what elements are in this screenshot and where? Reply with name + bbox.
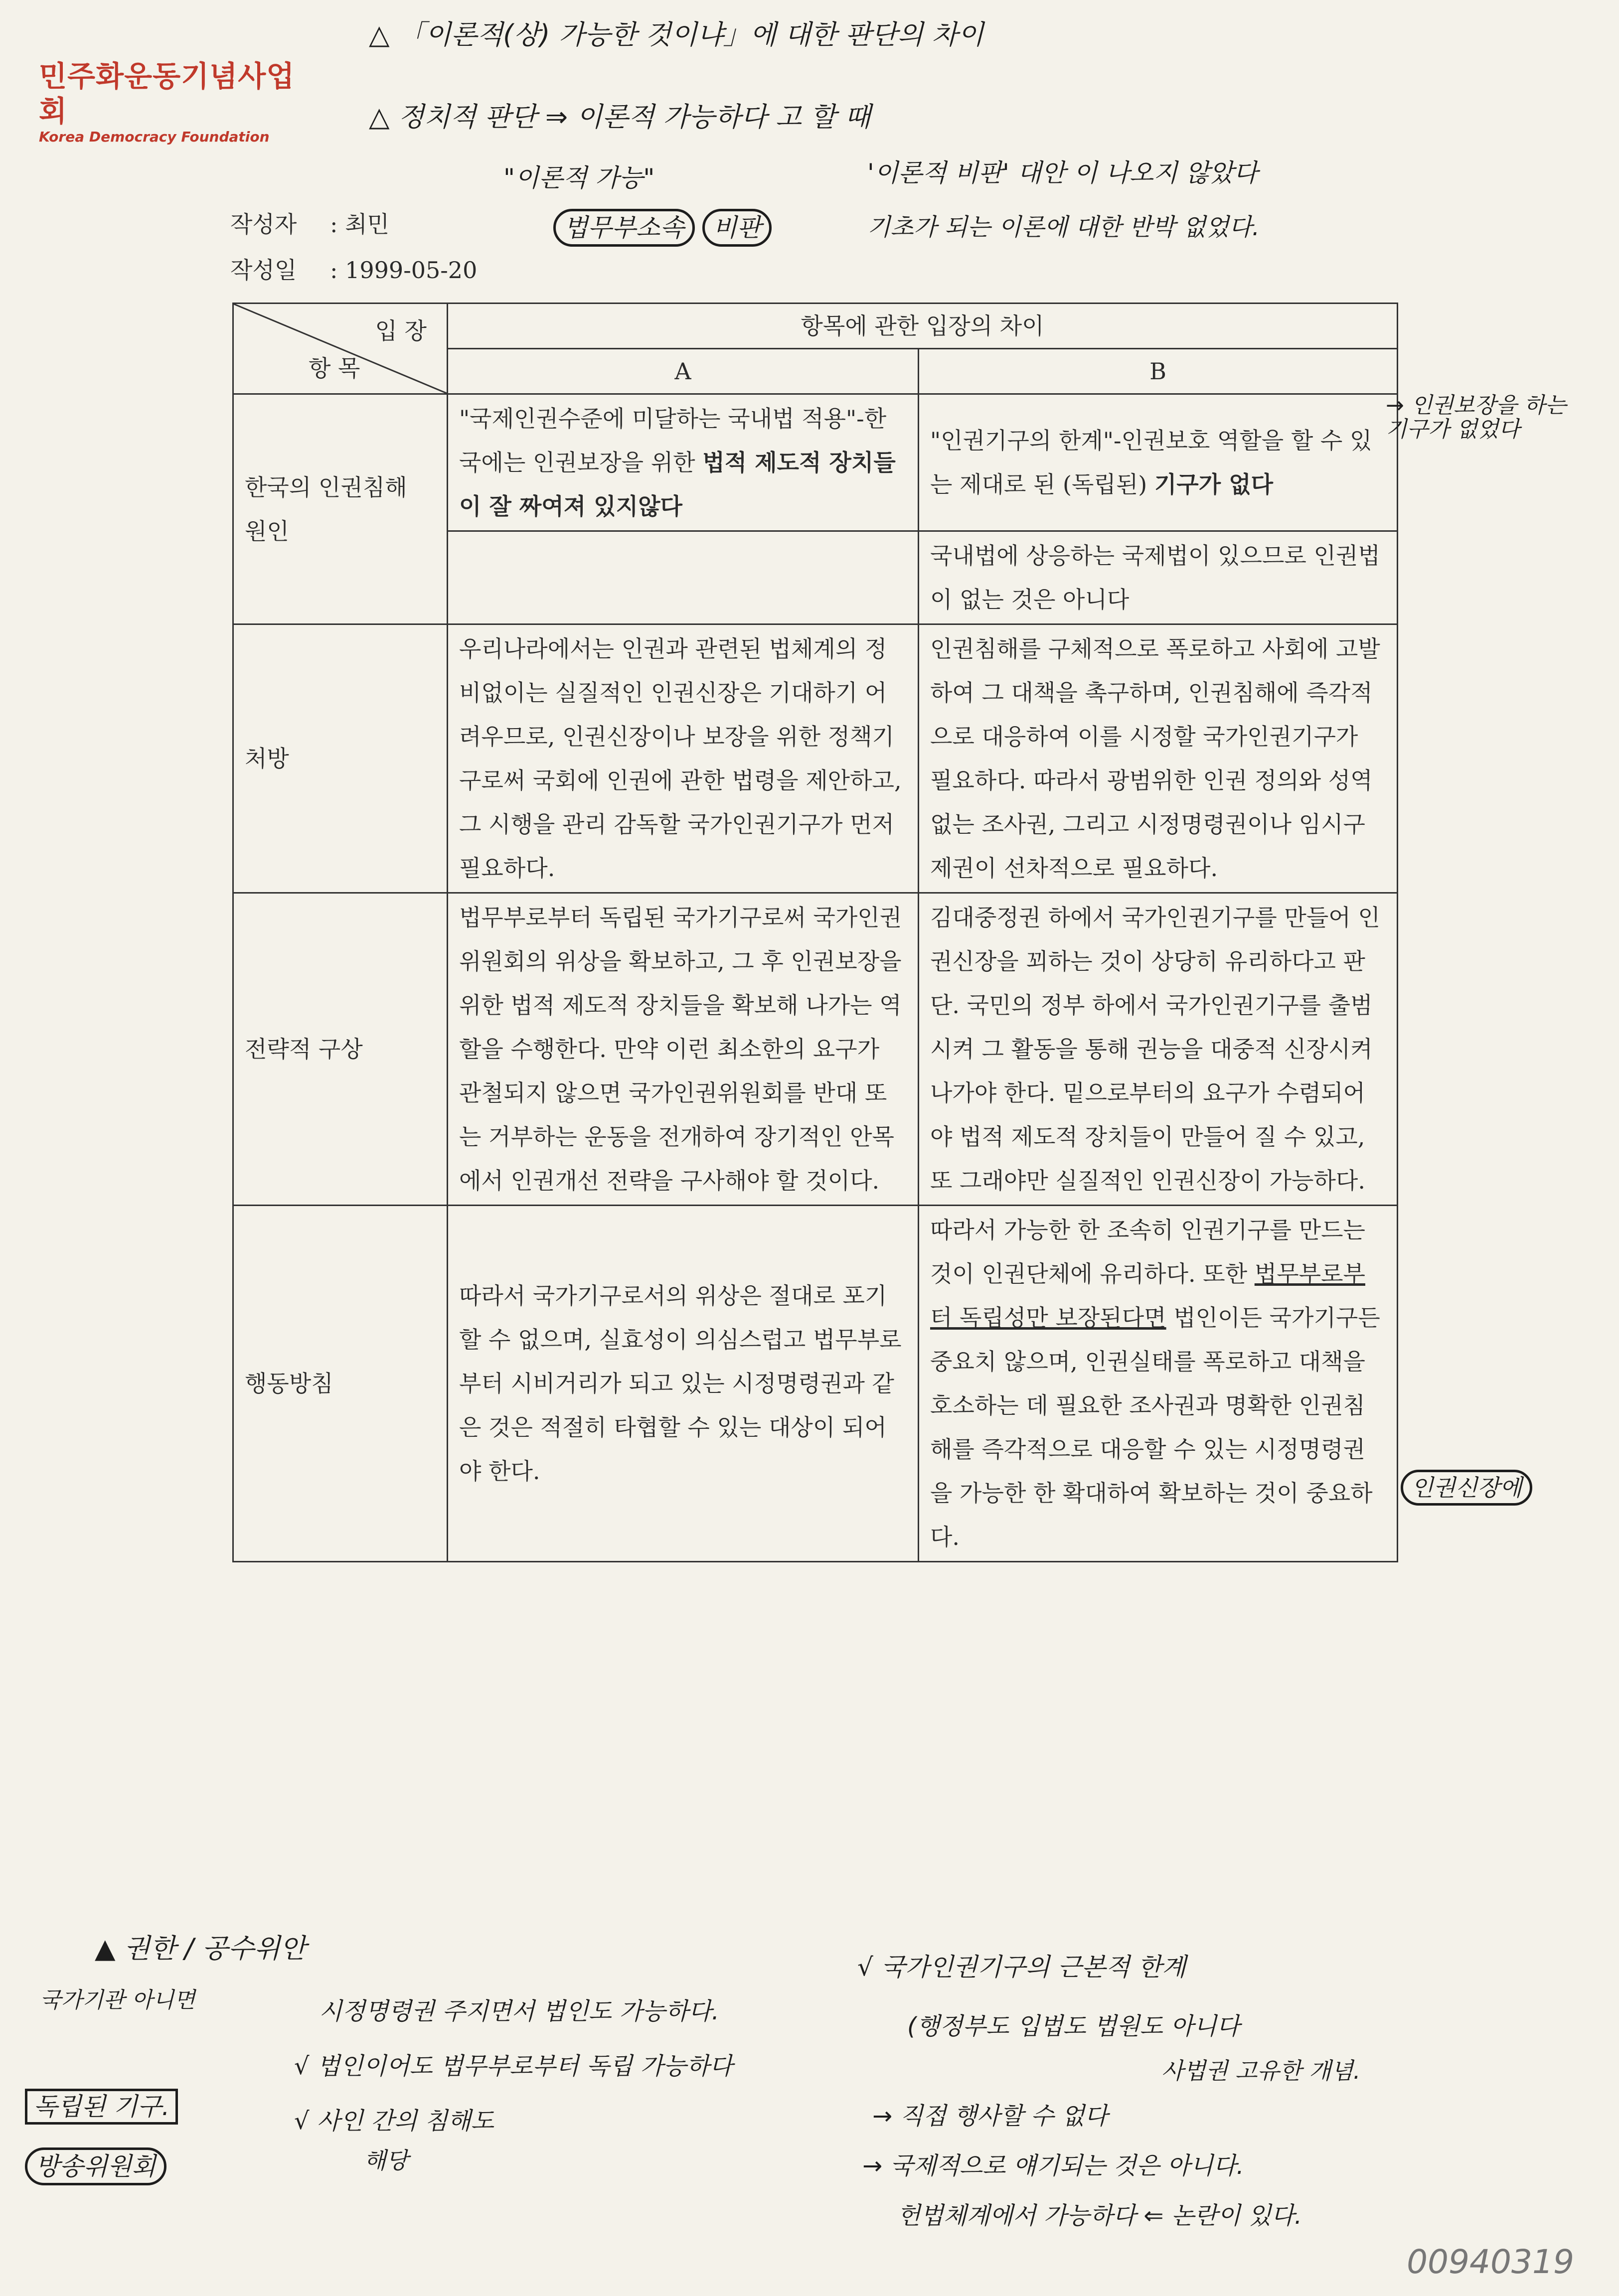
cell-b-action — [919, 1206, 1398, 1562]
note-bottom-l6: 해당 — [364, 2147, 408, 2174]
margin-note-right-1: → 인권보장을 하는 기구가 없었다 — [1386, 393, 1567, 443]
cell-b-cause-bold: 기구가 없다 — [1154, 471, 1274, 498]
row-label-cause: 한국의 인권침해 원인 — [233, 394, 448, 624]
header-difference: 항목에 관한 입장의 차이 — [448, 304, 1398, 349]
cell-b-cause — [919, 394, 1398, 531]
note-bottom-r5: → 국제적으로 얘기되는 것은 아니다. — [862, 2152, 1244, 2180]
note-bottom-l5: √ 사인 간의 침해도 — [294, 2107, 494, 2135]
note-bottom-r6: 헌법체계에서 가능하다 ⇐ 논란이 있다. — [897, 2202, 1302, 2230]
cell-a-prescription: 우리나라에서는 인권과 관련된 법체계의 정비없이는 실질적인 인권신장은 기대하기 어려우므로, 인권신장이나 보장을 위한 정책기구로써 국회에 인권에 관한 법령을 제안하고, 그 시행을 관리 감독할 국가인권기구가 먼저 필요하다. — [448, 624, 919, 893]
cell-b-cause-2: 국내법에 상응하는 국제법이 있으므로 인권법이 없는 것은 아니다 — [919, 531, 1398, 624]
note-bottom-r2: (행정부도 입법도 법원도 아니다 — [907, 2012, 1240, 2040]
note-top-line3: "이론적 가능" — [503, 163, 655, 192]
note-bottom-l7-wrap — [25, 2093, 178, 2121]
note-circled-critique: 비판 — [702, 209, 772, 247]
note-top-line5: '이론적 비판' 대안 이 나오지 않았다 — [867, 158, 1258, 187]
row-label-action: 행동방침 — [233, 1206, 448, 1562]
cell-a-action: 따라서 국가기구로서의 위상은 절대로 포기할 수 없으며, 실효성이 의심스럽고 법무부로부터 시비거리가 되고 있는 시정명령권과 같은 것은 적절히 타협할 수 있는 대상이 되어야 한다. — [448, 1206, 919, 1562]
header-corner — [233, 304, 448, 394]
note-bottom-l8: 방송위원회 — [25, 2147, 166, 2185]
header-col-b: B — [919, 349, 1398, 394]
note-bottom-l7: 독립된 기구. — [25, 2089, 178, 2125]
note-bottom-r1: √ 국가인권기구의 근본적 한계 — [857, 1953, 1186, 1982]
date-label: 작성일 — [230, 257, 297, 284]
note-bottom-l1: ▲ 권한 / 공수위안 — [95, 1933, 307, 1964]
note-bottom-r4: → 직접 행사할 수 없다 — [872, 2102, 1108, 2130]
author-line: 작성자 : 최민 — [230, 209, 389, 239]
cell-b-strategy: 김대중정권 하에서 국가인권기구를 만들어 인권신장을 꾀하는 것이 상당히 유리하다고 판단. 국민의 정부 하에서 국가인권기구를 출범시켜 그 활동을 통해 권능을 대중적 신장시켜 나가야 한다. 밑으로부터의 요구가 수렴되어야 법적 제도적 장치들이 만들어 질 수 있고, 또 그래야만 실질적인 인권신장이 가능하다. — [919, 893, 1398, 1206]
note-top-line1: △ 「이론적(상) 가능한 것이냐」에 대한 판단의 차이 — [369, 19, 984, 50]
logo — [39, 59, 298, 146]
note-bottom-l8-wrap — [25, 2153, 166, 2180]
note-circled-ministry: 법무부소속 — [553, 209, 695, 247]
note-bottom-l2: 국가기관 아니면 — [40, 1988, 195, 2013]
cell-a-cause-empty — [448, 531, 919, 624]
header-position: 입 장 — [375, 317, 427, 344]
author-name: 최민 — [345, 211, 389, 238]
header-col-a: A — [448, 349, 919, 394]
cell-a-cause-bold: 법적 제도적 장치들이 잘 짜여져 있지않다 — [459, 449, 896, 520]
comparison-table — [232, 303, 1398, 1562]
cell-a-strategy: 법무부로부터 독립된 국가기구로써 국가인권위원회의 위상을 확보하고, 그 후 인권보장을 위한 법적 제도적 장치들을 확보해 나가는 역할을 수행한다. 만약 이런 최소한의 요구가 관철되지 않으면 국가인권위원회를 반대 또는 거부하는 운동을 전개하여 장기적인 안목에서 인권개선 전략을 구사해야 할 것이다. — [448, 893, 919, 1206]
margin-note-right-2-wrap — [1401, 1475, 1532, 1501]
logo-korean: 민주화운동기념사업회 — [39, 59, 295, 128]
cell-b-cause-text: "인권기구의 한계"-인권보호 역할을 할 수 있는 제대로 된 (독립된) — [930, 427, 1372, 498]
margin-note-right-2: 인권신장에 — [1401, 1470, 1532, 1506]
date-line: 작성일 : 1999-05-20 — [230, 255, 477, 285]
author-label: 작성자 — [230, 211, 297, 238]
note-bottom-l4: √ 법인이어도 법무부로부터 독립 가능하다 — [294, 2052, 733, 2080]
date-value: 1999-05-20 — [345, 257, 478, 284]
cell-b-prescription: 인권침해를 구체적으로 폭로하고 사회에 고발하여 그 대책을 촉구하며, 인권침해에 즉각적으로 대응하여 이를 시정할 국가인권기구가 필요하다. 따라서 광범위한 인권 정의와 성역없는 조사권, 그리고 시정명령권이나 임시구제권이 선차적으로 필요하다. — [919, 624, 1398, 893]
note-bottom-l3: 시정명령권 주지면서 법인도 가능하다. — [319, 1997, 719, 2025]
row-label-prescription: 처방 — [233, 624, 448, 893]
cell-b-action-post: 법인이든 국가기구든 중요치 않으며, 인권실태를 폭로하고 대책을 호소하는 데 필요한 조사권과 명확한 인권침해를 즉각적으로 대응할 수 있는 시정명령권을 가능한 한 확대하여 확보하는 것이 중요하다. — [930, 1304, 1380, 1550]
cell-a-cause — [448, 394, 919, 531]
logo-english: Korea Democracy Foundation — [39, 129, 270, 145]
note-bottom-r3: 사법권 고유한 개념. — [1161, 2057, 1361, 2084]
cell-a-cause-text: "국제인권수준에 미달하는 국내법 적용"-한국에는 인권보장을 위한 — [459, 405, 887, 476]
cell-b-action-underlined: 법무부로부터 독립성만 보장된다면 — [930, 1260, 1365, 1331]
archive-stamp: 00940319 — [1407, 2243, 1574, 2281]
row-label-strategy: 전략적 구상 — [233, 893, 448, 1206]
cell-b-action-pre: 따라서 가능한 한 조속히 인권기구를 만드는 것이 인권단체에 유리하다. 또한 — [930, 1217, 1365, 1287]
note-top-line2: △ 정치적 판단 ⇒ 이론적 가능하다 고 할 때 — [369, 101, 871, 133]
note-top-line6: 기초가 되는 이론에 대한 반박 없었다. — [867, 213, 1260, 241]
header-item: 항 목 — [309, 355, 360, 382]
note-top-line4 — [553, 214, 772, 242]
